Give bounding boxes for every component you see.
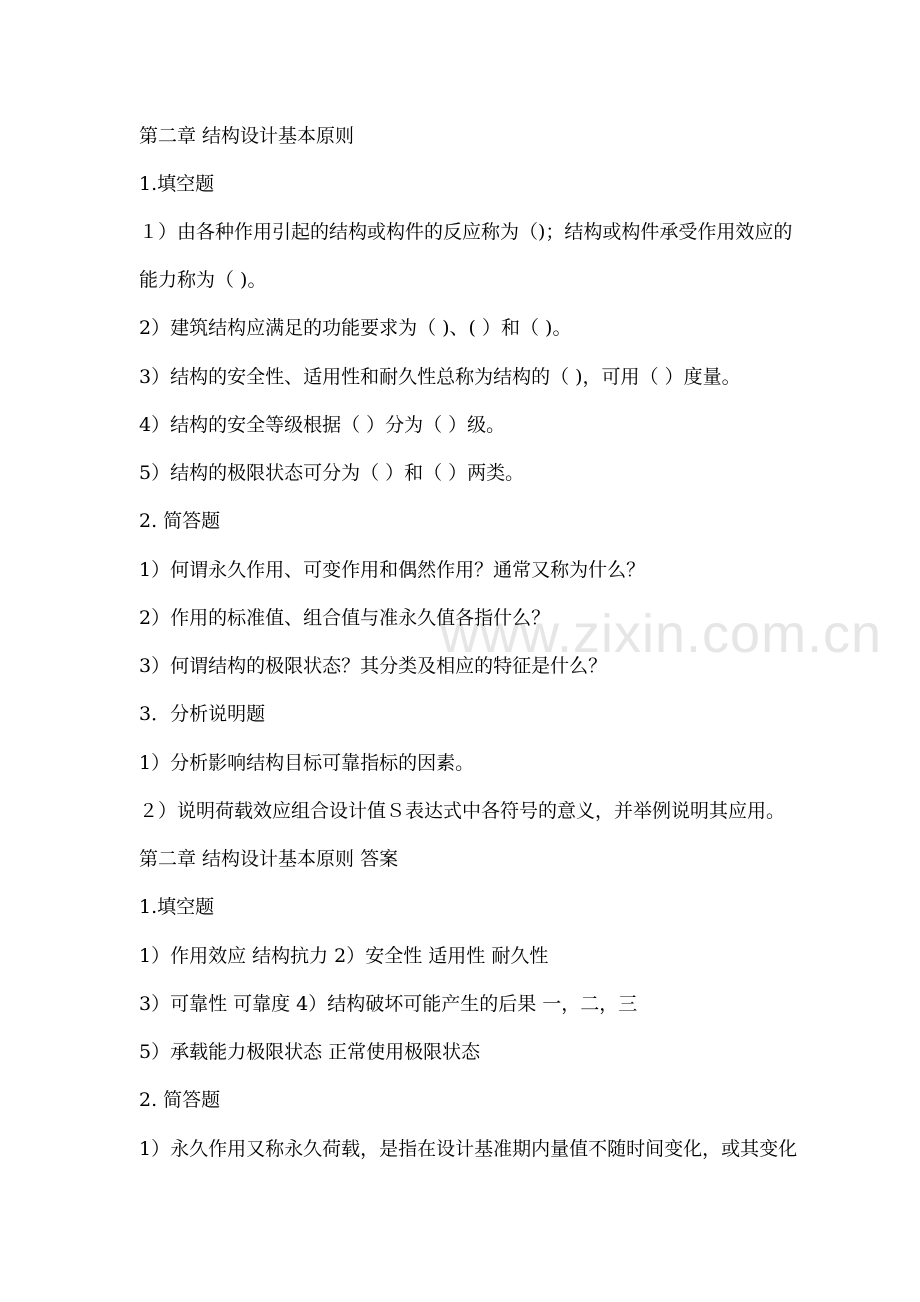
answers-title: 第二章 结构设计基本原则 答案 (139, 848, 399, 870)
chapter-title: 第二章 结构设计基本原则 (139, 125, 355, 147)
fill-blank-question-5: 5）结构的极限状态可分为（ ）和（ ）两类。 (139, 462, 525, 484)
short-answer-heading: 2. 简答题 (139, 510, 221, 532)
fill-blank-heading: 1.填空题 (139, 173, 215, 195)
short-answer-question-2: 2）作用的标准值、组合值与准永久值各指什么？ (139, 607, 551, 629)
analysis-question-1: 1）分析影响结构目标可靠指标的因素。 (139, 752, 475, 774)
fill-blank-question-1-continued: 能力称为（ )。 (139, 269, 267, 291)
short-answer-question-1: 1）何谓永久作用、可变作用和偶然作用？通常又称为什么？ (139, 559, 646, 581)
fill-blank-question-3: 3）结构的安全性、适用性和耐久性总称为结构的（ )，可用（ ）度量。 (139, 366, 741, 388)
analysis-question-2: ２）说明荷载效应组合设计值Ｓ表达式中各符号的意义，并举例说明其应用。 (139, 800, 786, 822)
answers-fill-blank-line-1: 1）作用效应 结构抗力 2）安全性 适用性 耐久性 (139, 945, 549, 967)
answers-short-answer-1: 1）永久作用又称永久荷载，是指在设计基准期内量值不随时间变化，或其变化 (139, 1138, 798, 1160)
answers-fill-blank-heading: 1.填空题 (139, 896, 215, 918)
answers-short-answer-heading: 2. 简答题 (139, 1089, 221, 1111)
analysis-heading: 3．分析说明题 (139, 703, 266, 725)
fill-blank-question-4: 4）结构的安全等级根据（ ）分为（ ）级。 (139, 414, 506, 436)
watermark: www.zixin.com.cn (440, 604, 883, 664)
fill-blank-question-1: １）由各种作用引起的结构或构件的反应称为（)；结构或构件承受作用效应的 (139, 221, 793, 243)
answers-fill-blank-line-3: 5）承载能力极限状态 正常使用极限状态 (139, 1041, 481, 1063)
short-answer-question-3: 3）何谓结构的极限状态？其分类及相应的特征是什么？ (139, 655, 608, 677)
answers-fill-blank-line-2: 3）可靠性 可靠度 4）结构破坏可能产生的后果 一，二，三 (139, 993, 638, 1015)
fill-blank-question-2: 2）建筑结构应满足的功能要求为（ )、( ）和（ )。 (139, 317, 572, 339)
